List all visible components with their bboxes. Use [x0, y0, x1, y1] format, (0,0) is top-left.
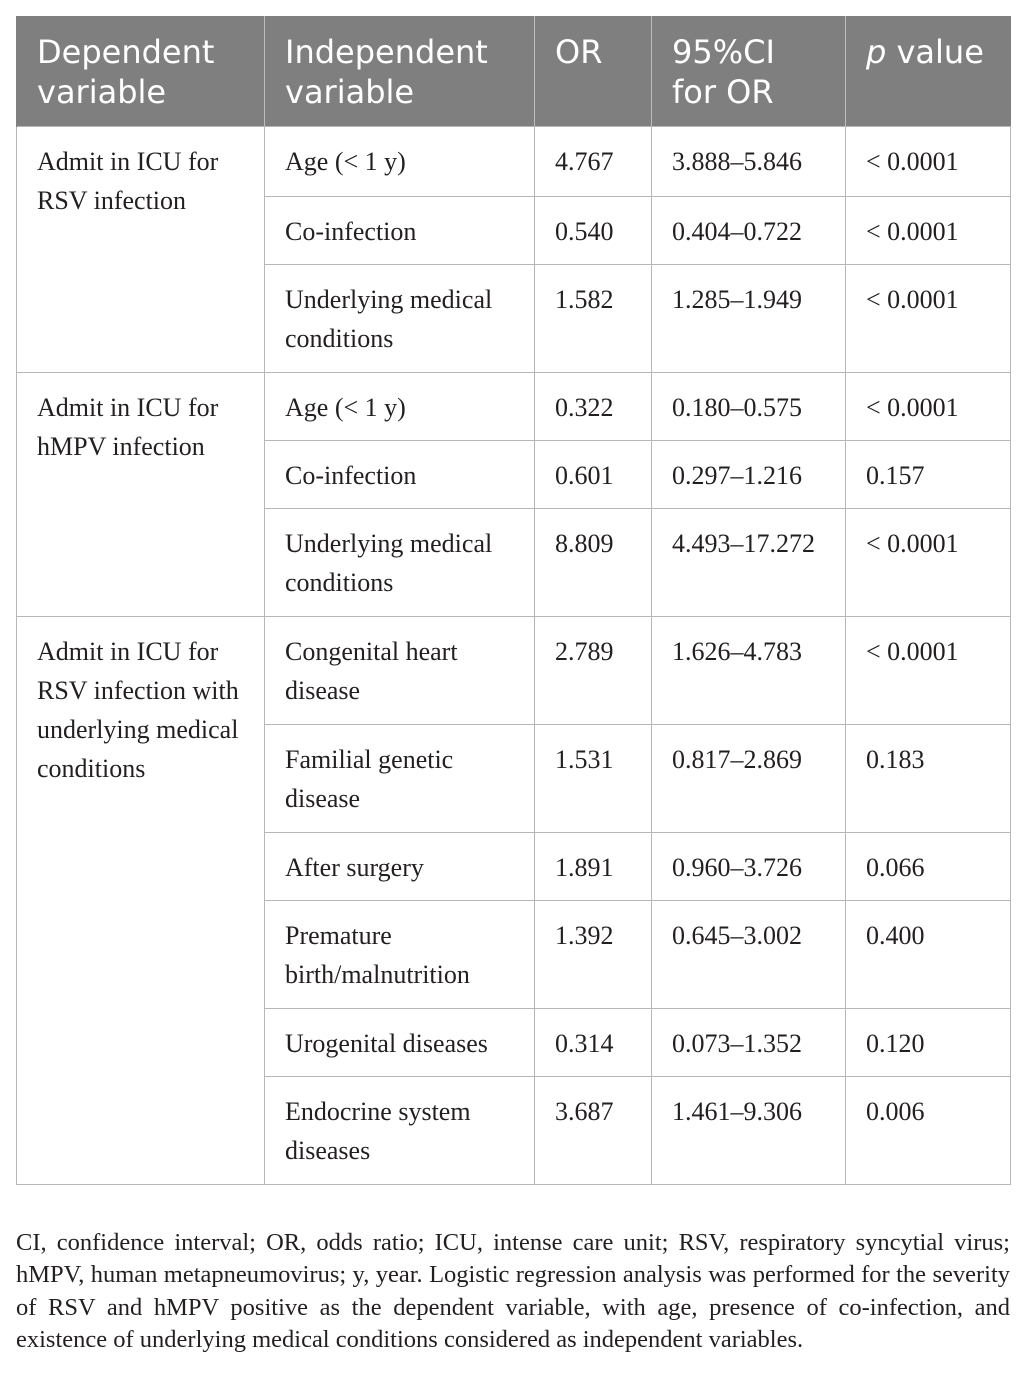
or-cell: 4.767 [535, 127, 652, 197]
ci-cell: 1.461–9.306 [652, 1077, 846, 1185]
or-cell: 0.314 [535, 1009, 652, 1077]
ci-cell: 0.960–3.726 [652, 833, 846, 901]
independent-variable-cell: Co-infection [265, 197, 535, 265]
independent-variable-cell: Underlying medical conditions [265, 265, 535, 373]
p-value-cell: < 0.0001 [846, 265, 1011, 373]
p-value-cell: < 0.0001 [846, 197, 1011, 265]
independent-variable-cell: Co-infection [265, 441, 535, 509]
or-cell: 3.687 [535, 1077, 652, 1185]
independent-variable-cell: Age (< 1 y) [265, 373, 535, 441]
p-value-cell: < 0.0001 [846, 373, 1011, 441]
independent-variable-cell: Urogenital diseases [265, 1009, 535, 1077]
header-row [17, 16, 1011, 127]
table-body [17, 127, 1011, 1185]
ci-cell: 0.404–0.722 [652, 197, 846, 265]
p-value-cell: 0.183 [846, 725, 1011, 833]
header-p-italic: p [866, 33, 887, 71]
ci-cell: 1.626–4.783 [652, 617, 846, 725]
header-ci: 95%CI for OR [652, 16, 846, 127]
p-value-cell: < 0.0001 [846, 509, 1011, 617]
results-table-container [16, 16, 1010, 1185]
dependent-variable-cell: Admit in ICU for hMPV infection [17, 373, 265, 617]
p-value-cell: 0.400 [846, 901, 1011, 1009]
independent-variable-cell: Congenital heart disease [265, 617, 535, 725]
or-cell: 1.582 [535, 265, 652, 373]
p-value-cell: 0.006 [846, 1077, 1011, 1185]
ci-cell: 3.888–5.846 [652, 127, 846, 197]
independent-variable-cell: Age (< 1 y) [265, 127, 535, 197]
or-cell: 1.891 [535, 833, 652, 901]
ci-cell: 0.817–2.869 [652, 725, 846, 833]
or-cell: 2.789 [535, 617, 652, 725]
header-dependent-variable: Dependent variable [17, 16, 265, 127]
header-p-value [846, 16, 1011, 127]
p-value-cell: 0.066 [846, 833, 1011, 901]
table-row [17, 617, 1011, 725]
table-row [17, 373, 1011, 441]
or-cell: 1.531 [535, 725, 652, 833]
p-value-cell: 0.120 [846, 1009, 1011, 1077]
ci-cell: 4.493–17.272 [652, 509, 846, 617]
independent-variable-cell: After surgery [265, 833, 535, 901]
table-header [17, 16, 1011, 127]
ci-cell: 0.073–1.352 [652, 1009, 846, 1077]
or-cell: 1.392 [535, 901, 652, 1009]
or-cell: 0.540 [535, 197, 652, 265]
p-value-cell: < 0.0001 [846, 127, 1011, 197]
or-cell: 0.322 [535, 373, 652, 441]
ci-cell: 0.645–3.002 [652, 901, 846, 1009]
independent-variable-cell: Familial genetic disease [265, 725, 535, 833]
or-cell: 0.601 [535, 441, 652, 509]
header-or: OR [535, 16, 652, 127]
table-footnote: CI, confidence interval; OR, odds ratio; ICU, intense care unit; RSV, respiratory syncytial virus; hMPV, human metapneumovirus; y, year. Logistic regression analysis was performed for the severity of RSV and hMPV positive as the dependent variable, with age, presence of co-infection, and existence of underlying medical conditions considered as independent variables. [16, 1228, 1010, 1353]
or-cell: 8.809 [535, 509, 652, 617]
independent-variable-cell: Underlying medical conditions [265, 509, 535, 617]
header-p-rest: value [886, 33, 984, 71]
ci-cell: 0.297–1.216 [652, 441, 846, 509]
ci-cell: 1.285–1.949 [652, 265, 846, 373]
independent-variable-cell: Endocrine system diseases [265, 1077, 535, 1185]
dependent-variable-cell: Admit in ICU for RSV infection [17, 127, 265, 373]
p-value-cell: < 0.0001 [846, 617, 1011, 725]
logistic-regression-table [16, 16, 1011, 1185]
ci-cell: 0.180–0.575 [652, 373, 846, 441]
table-row [17, 127, 1011, 197]
dependent-variable-cell: Admit in ICU for RSV infection with underlying medical conditions [17, 617, 265, 1185]
header-independent-variable: Independent variable [265, 16, 535, 127]
independent-variable-cell: Premature birth/malnutrition [265, 901, 535, 1009]
p-value-cell: 0.157 [846, 441, 1011, 509]
